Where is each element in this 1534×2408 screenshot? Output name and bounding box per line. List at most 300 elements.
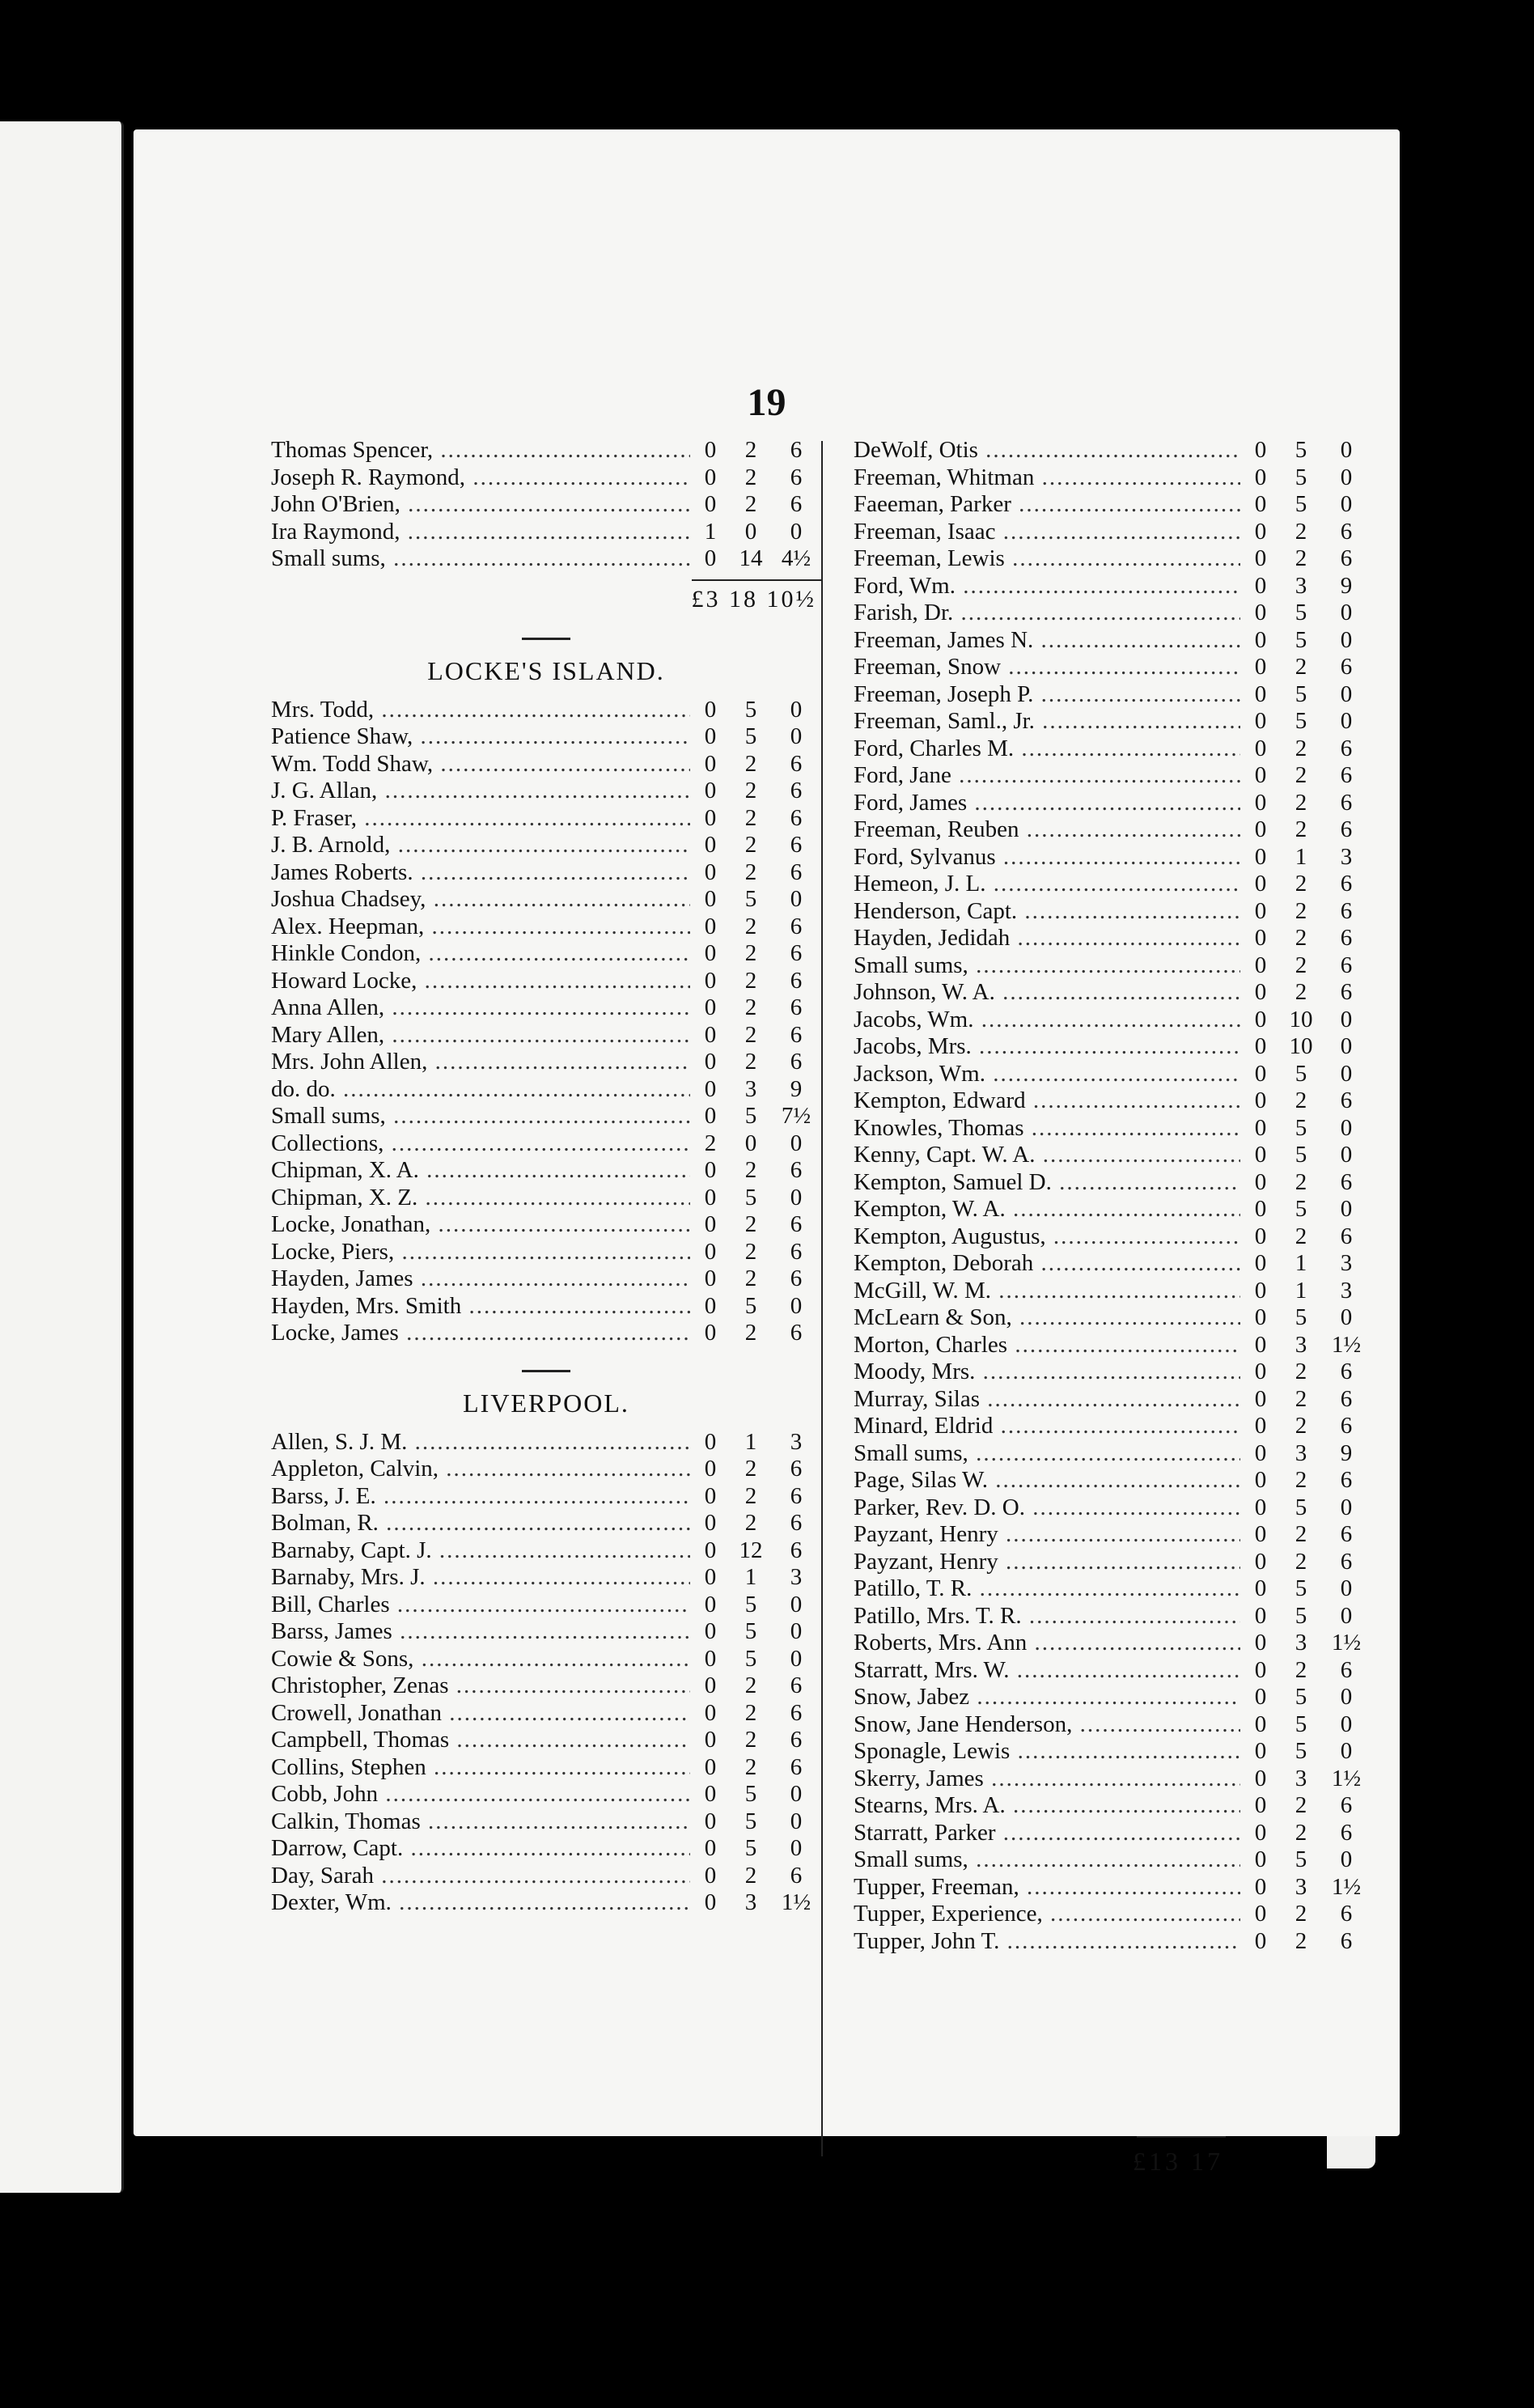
list-item xyxy=(854,736,1371,763)
entry-name: Roberts, Mrs. Ann ..... xyxy=(854,1630,1240,1656)
entry-name: Bolman, R. ..... xyxy=(271,1510,690,1537)
pounds-value: 0 xyxy=(1254,600,1267,625)
pence-value: 0 xyxy=(1340,1304,1353,1330)
pence-value: 6 xyxy=(1340,1819,1353,1846)
bottom-total: £13 17 xyxy=(1133,2147,1223,2176)
pence-value: 0 xyxy=(790,1591,803,1617)
entry-name: J. B. Arnold, ..... xyxy=(271,832,690,858)
pence-value: 9 xyxy=(1340,1439,1353,1466)
shillings-value: 0 xyxy=(744,518,757,545)
shillings-value: 3 xyxy=(1295,1765,1307,1791)
list-item xyxy=(271,1185,821,1212)
list-item xyxy=(854,1115,1371,1143)
list-item xyxy=(271,751,821,778)
pence-value: 0 xyxy=(1340,1846,1353,1872)
entry-name: Campbell, Thomas ..... xyxy=(271,1727,690,1753)
list-item xyxy=(271,805,821,833)
list-item xyxy=(271,1103,821,1130)
entry-name: Alex. Heepman, ..... xyxy=(271,914,690,940)
entry-name: Jacobs, Wm. ..... xyxy=(854,1007,1240,1033)
shillings-value: 2 xyxy=(1295,789,1307,816)
shillings-value: 2 xyxy=(744,1211,757,1237)
entry-name: Murray, Silas ..... xyxy=(854,1386,1240,1413)
pounds-value: 0 xyxy=(704,1075,717,1102)
shillings-value: 5 xyxy=(744,1618,757,1644)
list-item xyxy=(271,1157,821,1185)
shillings-value: 2 xyxy=(1295,1548,1307,1575)
pence-value: 3 xyxy=(1340,1250,1353,1276)
entry-name: Snow, Jabez ..... xyxy=(854,1684,1240,1711)
shillings-value: 5 xyxy=(744,1808,757,1834)
list-item xyxy=(854,654,1371,681)
top-total: £3 18 10½ xyxy=(692,579,822,613)
list-item xyxy=(271,1889,821,1917)
list-item xyxy=(854,464,1371,492)
shillings-value: 5 xyxy=(744,1645,757,1672)
entry-name: Henderson, Capt. ..... xyxy=(854,898,1240,925)
shillings-value: 5 xyxy=(744,886,757,912)
pounds-value: 0 xyxy=(1254,789,1267,816)
entry-name: Freeman, Lewis ..... xyxy=(854,545,1240,572)
shillings-value: 2 xyxy=(744,1049,757,1075)
pounds-value: 0 xyxy=(704,1320,717,1346)
entry-name: Ford, Sylvanus ..... xyxy=(854,844,1240,871)
pence-value: 0 xyxy=(1340,708,1353,734)
pounds-value: 0 xyxy=(1254,654,1267,680)
pence-value: 6 xyxy=(1340,1656,1353,1683)
entry-name: Tupper, Experience, ..... xyxy=(854,1901,1240,1927)
entry-name: Ford, Jane ..... xyxy=(854,762,1240,789)
shillings-value: 2 xyxy=(744,1021,757,1048)
entry-name: Freeman, Whitman ..... xyxy=(854,464,1240,491)
entry-name: Ford, James ..... xyxy=(854,790,1240,816)
entry-name: Moody, Mrs. ..... xyxy=(854,1359,1240,1385)
pence-value: 6 xyxy=(790,1211,803,1237)
pounds-value: 0 xyxy=(704,1781,717,1807)
list-item xyxy=(271,1483,821,1511)
pounds-value: 0 xyxy=(1254,925,1267,951)
list-item xyxy=(271,1049,821,1076)
pence-value: 3 xyxy=(790,1428,803,1455)
entry-name: Allen, S. J. M. ..... xyxy=(271,1429,690,1456)
pence-value: 6 xyxy=(1340,1548,1353,1575)
pounds-value: 0 xyxy=(1254,518,1267,545)
list-item xyxy=(854,1033,1371,1061)
pence-value: 6 xyxy=(790,464,803,490)
entry-name: Starratt, Mrs. W. ..... xyxy=(854,1657,1240,1684)
pounds-value: 0 xyxy=(704,437,717,463)
pence-value: 1½ xyxy=(1331,1630,1362,1656)
shillings-value: 5 xyxy=(1295,1494,1307,1520)
pounds-value: 0 xyxy=(1254,572,1267,599)
shillings-value: 5 xyxy=(1295,626,1307,653)
pounds-value: 0 xyxy=(1254,897,1267,924)
pence-value: 6 xyxy=(790,1021,803,1048)
pounds-value: 0 xyxy=(704,832,717,858)
shillings-value: 5 xyxy=(744,1184,757,1210)
pounds-value: 0 xyxy=(704,1238,717,1265)
pounds-value: 0 xyxy=(704,723,717,749)
list-item xyxy=(271,778,821,805)
pounds-value: 0 xyxy=(1254,1684,1267,1710)
pence-value: 0 xyxy=(790,1618,803,1644)
shillings-value: 10 xyxy=(1289,1033,1313,1059)
list-item xyxy=(854,844,1371,871)
entry-name: Small sums, ..... xyxy=(854,952,1240,979)
shillings-value: 2 xyxy=(744,1320,757,1346)
shillings-value: 2 xyxy=(744,1862,757,1889)
pounds-value: 0 xyxy=(1254,1168,1267,1195)
entry-name: Hinkle Condon, ..... xyxy=(271,940,690,967)
list-item xyxy=(854,1766,1371,1793)
pounds-value: 0 xyxy=(1254,1901,1267,1927)
list-item xyxy=(271,1863,821,1890)
pence-value: 0 xyxy=(1340,600,1353,625)
pounds-value: 0 xyxy=(704,491,717,517)
entry-name: Faeeman, Parker ..... xyxy=(854,491,1240,518)
pence-value: 6 xyxy=(790,778,803,803)
pence-value: 6 xyxy=(1340,816,1353,842)
pence-value: 6 xyxy=(1340,897,1353,924)
pounds-value: 0 xyxy=(1254,1575,1267,1601)
entry-name: Jackson, Wm. ..... xyxy=(854,1061,1240,1087)
list-item xyxy=(271,1076,821,1104)
pence-value: 1½ xyxy=(1331,1765,1362,1791)
page-number: 19 xyxy=(747,381,786,424)
entry-name: Freeman, Snow ..... xyxy=(854,654,1240,680)
list-item xyxy=(854,1684,1371,1711)
pounds-value: 0 xyxy=(704,1645,717,1672)
entry-name: Bill, Charles ..... xyxy=(271,1592,690,1618)
list-item xyxy=(854,1007,1371,1034)
list-item xyxy=(271,437,821,464)
list-item xyxy=(854,816,1371,844)
section-divider xyxy=(522,1370,570,1372)
shillings-value: 2 xyxy=(1295,1359,1307,1384)
pounds-value: 0 xyxy=(1254,1738,1267,1764)
entry-name: Collins, Stephen ..... xyxy=(271,1754,690,1781)
list-item xyxy=(271,940,821,968)
pounds-value: 0 xyxy=(1254,1792,1267,1818)
pence-value: 6 xyxy=(1340,925,1353,951)
entry-name: Crowell, Jonathan ..... xyxy=(271,1700,690,1727)
entry-name: Chipman, X. A. ..... xyxy=(271,1157,690,1184)
shillings-value: 1 xyxy=(1295,1277,1307,1304)
pence-value: 0 xyxy=(1340,1196,1353,1222)
pence-value: 6 xyxy=(790,1265,803,1291)
list-item xyxy=(854,1630,1371,1657)
list-item xyxy=(854,1494,1371,1522)
entry-name: Darrow, Capt. ..... xyxy=(271,1835,690,1862)
shillings-value: 2 xyxy=(744,778,757,803)
shillings-value: 5 xyxy=(1295,1602,1307,1629)
shillings-value: 2 xyxy=(744,1753,757,1780)
list-item xyxy=(854,573,1371,600)
list-item xyxy=(854,519,1371,546)
pence-value: 0 xyxy=(1340,1033,1353,1059)
pence-value: 1½ xyxy=(781,1889,811,1915)
shillings-value: 1 xyxy=(1295,1250,1307,1276)
pence-value: 6 xyxy=(790,1157,803,1183)
entry-name: Joshua Chadsey, ..... xyxy=(271,886,690,913)
pounds-value: 0 xyxy=(1254,1114,1267,1141)
pounds-value: 0 xyxy=(1254,1846,1267,1872)
pounds-value: 0 xyxy=(1254,1602,1267,1629)
pounds-value: 0 xyxy=(704,1564,717,1590)
pence-value: 6 xyxy=(790,1510,803,1536)
entry-name: Small sums, ..... xyxy=(271,1103,690,1130)
pence-value: 0 xyxy=(790,1292,803,1319)
list-item xyxy=(854,1413,1371,1440)
pence-value: 6 xyxy=(790,832,803,858)
entry-name: Parker, Rev. D. O. ..... xyxy=(854,1494,1240,1521)
entry-name: Patillo, T. R. ..... xyxy=(854,1575,1240,1602)
shillings-value: 3 xyxy=(744,1075,757,1102)
shillings-value: 2 xyxy=(744,913,757,939)
pounds-value: 0 xyxy=(1254,545,1267,571)
list-item xyxy=(854,1521,1371,1549)
shillings-value: 3 xyxy=(744,1889,757,1915)
entry-name: Mary Allen, ..... xyxy=(271,1022,690,1049)
shillings-value: 2 xyxy=(744,832,757,858)
pence-value: 0 xyxy=(1340,1494,1353,1520)
pounds-value: 0 xyxy=(1254,952,1267,978)
shillings-value: 2 xyxy=(1295,816,1307,842)
pence-value: 0 xyxy=(1340,1738,1353,1764)
pounds-value: 0 xyxy=(704,1456,717,1482)
shillings-value: 5 xyxy=(1295,1575,1307,1601)
pounds-value: 0 xyxy=(704,1808,717,1834)
entry-name: Patillo, Mrs. T. R. ..... xyxy=(854,1603,1240,1630)
entry-name: Appleton, Calvin, ..... xyxy=(271,1456,690,1482)
pence-value: 0 xyxy=(1340,626,1353,653)
shillings-value: 12 xyxy=(739,1537,763,1563)
list-item xyxy=(271,1618,821,1646)
list-item xyxy=(854,681,1371,709)
pence-value: 6 xyxy=(1340,762,1353,788)
pence-value: 6 xyxy=(790,1320,803,1346)
shillings-value: 2 xyxy=(744,491,757,517)
list-item xyxy=(854,1142,1371,1169)
list-item xyxy=(271,1808,821,1836)
pounds-value: 0 xyxy=(704,1103,717,1129)
list-item xyxy=(271,1564,821,1592)
list-item xyxy=(854,979,1371,1007)
list-item xyxy=(271,1537,821,1565)
pence-value: 6 xyxy=(1340,979,1353,1005)
list-item xyxy=(854,871,1371,898)
pence-value: 6 xyxy=(1340,1168,1353,1195)
pounds-value: 0 xyxy=(1254,762,1267,788)
list-item xyxy=(271,1293,821,1321)
list-item xyxy=(271,1130,821,1158)
pence-value: 0 xyxy=(790,886,803,912)
pence-value: 0 xyxy=(1340,1711,1353,1737)
pence-value: 6 xyxy=(1340,518,1353,545)
entry-name: Small sums, ..... xyxy=(271,545,690,572)
pence-value: 6 xyxy=(790,913,803,939)
list-item xyxy=(854,1901,1371,1928)
list-item xyxy=(854,1711,1371,1739)
entry-name: Mrs. John Allen, ..... xyxy=(271,1049,690,1075)
pence-value: 0 xyxy=(790,1835,803,1861)
shillings-value: 5 xyxy=(1295,437,1307,463)
pence-value: 9 xyxy=(1340,572,1353,599)
entry-name: Tupper, John T. ..... xyxy=(854,1928,1240,1955)
pounds-value: 0 xyxy=(704,1510,717,1536)
entry-name: Kempton, Edward ..... xyxy=(854,1087,1240,1114)
entry-name: J. G. Allan, ..... xyxy=(271,778,690,804)
left-column xyxy=(271,437,821,1917)
pounds-value: 0 xyxy=(704,1157,717,1183)
list-item xyxy=(854,790,1371,817)
entry-name: Jacobs, Mrs. ..... xyxy=(854,1033,1240,1060)
pence-value: 0 xyxy=(790,723,803,749)
shillings-value: 5 xyxy=(1295,1846,1307,1872)
pounds-value: 0 xyxy=(1254,1711,1267,1737)
shillings-value: 3 xyxy=(1295,1873,1307,1900)
shillings-value: 2 xyxy=(1295,1467,1307,1493)
pounds-value: 0 xyxy=(1254,1413,1267,1439)
entry-name: Wm. Todd Shaw, ..... xyxy=(271,751,690,778)
pence-value: 0 xyxy=(790,696,803,723)
shillings-value: 2 xyxy=(1295,735,1307,761)
pence-value: 0 xyxy=(790,518,803,545)
pence-value: 6 xyxy=(1340,545,1353,571)
entry-name: John O'Brien, ..... xyxy=(271,491,690,518)
entry-name: Starratt, Parker ..... xyxy=(854,1820,1240,1846)
pounds-value: 0 xyxy=(704,545,717,571)
pounds-value: 0 xyxy=(1254,871,1267,897)
entry-name: Ford, Charles M. ..... xyxy=(854,736,1240,762)
pounds-value: 0 xyxy=(704,464,717,490)
pence-value: 0 xyxy=(1340,1006,1353,1032)
shillings-value: 5 xyxy=(1295,491,1307,517)
pence-value: 3 xyxy=(1340,843,1353,870)
list-item xyxy=(854,1738,1371,1766)
pounds-value: 0 xyxy=(704,696,717,723)
entry-name: Day, Sarah ..... xyxy=(271,1863,690,1889)
shillings-value: 2 xyxy=(1295,952,1307,978)
pounds-value: 0 xyxy=(1254,1521,1267,1547)
pounds-value: 0 xyxy=(704,886,717,912)
pounds-value: 0 xyxy=(1254,1359,1267,1384)
shillings-value: 5 xyxy=(1295,600,1307,625)
shillings-value: 5 xyxy=(744,723,757,749)
entry-name: Hemeon, J. L. ..... xyxy=(854,871,1240,897)
list-item xyxy=(854,600,1371,627)
list-item xyxy=(271,1646,821,1673)
shillings-value: 3 xyxy=(1295,572,1307,599)
entry-name: Christopher, Zenas ..... xyxy=(271,1672,690,1699)
list-item xyxy=(854,1223,1371,1251)
shillings-value: 3 xyxy=(1295,1630,1307,1656)
shillings-value: 2 xyxy=(1295,1087,1307,1113)
pence-value: 1½ xyxy=(1331,1873,1362,1900)
shillings-value: 3 xyxy=(1295,1439,1307,1466)
pence-value: 6 xyxy=(1340,654,1353,680)
pounds-value: 0 xyxy=(1254,626,1267,653)
list-item xyxy=(854,708,1371,736)
entry-name: Locke, James ..... xyxy=(271,1320,690,1346)
pounds-value: 0 xyxy=(704,913,717,939)
entry-name: Kempton, Augustus, ..... xyxy=(854,1223,1240,1250)
pounds-value: 0 xyxy=(704,967,717,994)
shillings-value: 5 xyxy=(1295,1738,1307,1764)
top-total-row xyxy=(271,578,821,615)
pence-value: 6 xyxy=(790,437,803,463)
list-item xyxy=(854,1169,1371,1197)
entry-name: Skerry, James ..... xyxy=(854,1766,1240,1792)
pence-value: 6 xyxy=(790,491,803,517)
list-item xyxy=(854,952,1371,980)
entry-name: Hayden, James ..... xyxy=(271,1265,690,1292)
pounds-value: 0 xyxy=(1254,1250,1267,1276)
list-item xyxy=(271,859,821,887)
list-item xyxy=(854,1549,1371,1576)
shillings-value: 2 xyxy=(744,804,757,831)
pounds-value: 0 xyxy=(704,1049,717,1075)
pounds-value: 0 xyxy=(1254,1142,1267,1168)
pence-value: 6 xyxy=(1340,1521,1353,1547)
list-item xyxy=(854,925,1371,952)
entry-name: Mrs. Todd, ..... xyxy=(271,697,690,723)
facing-page-edge xyxy=(0,121,124,2193)
shillings-value: 2 xyxy=(1295,654,1307,680)
shillings-value: 2 xyxy=(1295,871,1307,897)
entry-name: Page, Silas W. ..... xyxy=(854,1467,1240,1494)
pounds-value: 0 xyxy=(1254,1630,1267,1656)
list-item xyxy=(271,1835,821,1863)
pounds-value: 0 xyxy=(1254,1060,1267,1087)
entry-name: McLearn & Son, ..... xyxy=(854,1304,1240,1331)
shillings-value: 14 xyxy=(739,545,763,571)
shillings-value: 2 xyxy=(1295,979,1307,1005)
pounds-value: 0 xyxy=(704,1482,717,1509)
shillings-value: 10 xyxy=(1289,1006,1313,1032)
pence-value: 6 xyxy=(790,1699,803,1726)
pence-value: 6 xyxy=(790,1537,803,1563)
pounds-value: 0 xyxy=(1254,680,1267,707)
pounds-value: 0 xyxy=(1254,843,1267,870)
pounds-value: 0 xyxy=(704,940,717,966)
entry-name: Tupper, Freeman, ..... xyxy=(854,1874,1240,1901)
list-item xyxy=(854,1196,1371,1223)
shillings-value: 2 xyxy=(1295,545,1307,571)
entry-name: Minard, Eldrid ..... xyxy=(854,1413,1240,1439)
shillings-value: 5 xyxy=(1295,1142,1307,1168)
list-item xyxy=(271,545,821,573)
shillings-value: 5 xyxy=(1295,1060,1307,1087)
shillings-value: 2 xyxy=(744,1456,757,1482)
list-item xyxy=(271,1239,821,1266)
pounds-value: 0 xyxy=(1254,708,1267,734)
shillings-value: 2 xyxy=(1295,1413,1307,1439)
list-item xyxy=(854,1603,1371,1630)
shillings-value: 5 xyxy=(1295,1711,1307,1737)
list-item xyxy=(854,898,1371,926)
lockes-island-list xyxy=(271,697,821,1347)
section-divider xyxy=(522,638,570,640)
list-item xyxy=(271,723,821,751)
list-item xyxy=(854,762,1371,790)
pounds-value: 0 xyxy=(1254,1385,1267,1412)
right-entries-list xyxy=(854,437,1371,1955)
shillings-value: 5 xyxy=(744,1835,757,1861)
entry-name: DeWolf, Otis ..... xyxy=(854,437,1240,464)
pence-value: 6 xyxy=(790,750,803,777)
list-item xyxy=(854,1304,1371,1332)
